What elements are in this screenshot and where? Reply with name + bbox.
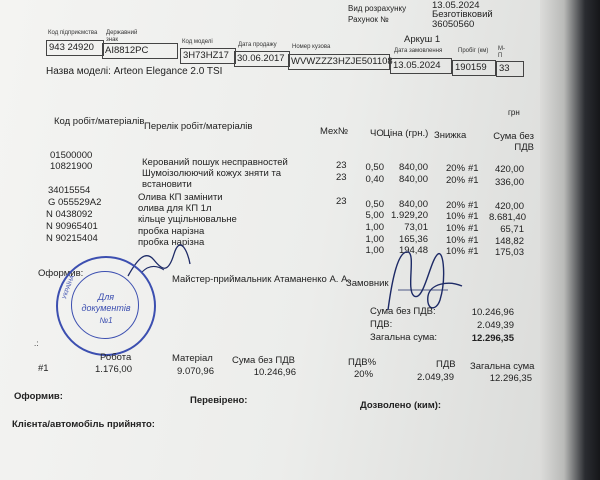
nomer-kuzova-box: WVWZZZ3HZJE501108	[288, 54, 390, 70]
edrpou-label: Код підприємства	[48, 30, 98, 36]
derzh-znak-label: Державний знак	[106, 30, 138, 43]
summary-header-pdv: ПДВ	[436, 359, 456, 370]
summary-header-zahalna: Загальна сума	[470, 361, 535, 372]
summary-zahalna: 12.296,35	[489, 373, 532, 384]
row-kod: 34015554	[48, 185, 91, 196]
kod-modeli-label: Код моделі	[182, 39, 213, 45]
summary-pdv-pct: 20%	[354, 369, 374, 380]
data-zamovlennya-label: Дата замовлення	[394, 48, 443, 54]
row-suma: 65,71	[500, 224, 524, 235]
derzh-znak-box: AI8812PC	[102, 43, 178, 59]
row-num: #1	[468, 246, 479, 257]
row-znyzhka: 20%	[446, 200, 466, 211]
row-cho: 0,50	[365, 162, 384, 173]
row-znyzhka: 10%	[446, 211, 466, 222]
summary-header-suma: Сума без ПДВ	[232, 355, 295, 366]
row-tsina: 1.929,20	[391, 210, 428, 221]
row-suma: 148,82	[494, 236, 524, 247]
paper-stack-edge	[540, 0, 600, 480]
rakhunok-label: Рахунок №	[348, 15, 389, 24]
data-prodazhu-box: 30.06.2017	[234, 51, 290, 67]
row-desc: Шумоізолюючий кожух зняти та	[142, 168, 281, 179]
row-cho: 1,00	[365, 234, 384, 245]
row-desc: встановити	[142, 179, 192, 190]
currency: грн	[508, 108, 520, 117]
row-suma: 336,00	[494, 177, 524, 188]
row-znyzhka: 20%	[446, 175, 466, 186]
row-cho: 1,00	[365, 222, 384, 233]
row-kod: G 055529A2	[48, 197, 102, 208]
row-cho: 0,50	[365, 199, 384, 210]
row-tsina: 165,36	[398, 234, 428, 245]
row-desc: пробка нарізна	[138, 237, 205, 248]
footer-perevireno: Перевірено:	[190, 395, 248, 406]
row-desc: пробка нарізна	[138, 226, 205, 237]
probih-box: 190159	[452, 60, 496, 76]
mp-box: 33	[496, 61, 524, 77]
row-desc: кільце ущільнювальне	[138, 214, 237, 225]
row-mekh: 23	[336, 160, 347, 171]
row-cho: 1,00	[365, 245, 384, 256]
summary-num: #1	[38, 363, 49, 374]
date-top: 13.05.2024	[432, 0, 480, 11]
header-cho: ЧО	[370, 128, 384, 139]
master-label: Майстер-приймальник Атаманенко А. А.	[172, 274, 351, 285]
row-tsina: 840,00	[398, 199, 428, 210]
row-suma: 175,03	[494, 247, 524, 258]
arkush: Аркуш 1	[404, 34, 441, 45]
row-tsina: 840,00	[398, 162, 428, 173]
row-kod: 01500000	[50, 150, 93, 161]
row-kod: N 0438092	[46, 209, 93, 220]
header-znyzhka: Знижка	[434, 130, 467, 141]
header-perelik: Перелік робіт/матеріалів	[144, 121, 253, 132]
row-kod: 10821900	[50, 161, 93, 172]
suma-bez-pdv-value: 10.246,96	[471, 307, 514, 318]
stamp-line3: №1	[99, 316, 113, 325]
row-suma: 420,00	[494, 164, 524, 175]
row-znyzhka: 20%	[446, 163, 466, 174]
suma-bez-pdv-label: Сума без ПДВ:	[370, 306, 436, 317]
row-tsina: 840,00	[398, 174, 428, 185]
vid-rozrakhunku-label: Вид розрахунку	[348, 4, 407, 13]
summary-header-material: Матеріал	[172, 353, 213, 364]
row-cho: 5,00	[365, 210, 384, 221]
footer-dozvoleno: Дозволено (ким):	[360, 400, 442, 411]
stamp-line1: Для	[97, 292, 115, 302]
zamovnyk-label: Замовник	[346, 278, 389, 289]
summary-suma: 10.246,96	[253, 367, 296, 378]
summary-pdv: 2.049,39	[417, 372, 454, 383]
zahalna-label: Загальна сума:	[370, 332, 438, 343]
pdv-value: 2.049,39	[477, 320, 514, 331]
company-stamp	[56, 256, 156, 356]
vid-rozrakhunku-value: Безготівковий	[432, 9, 493, 20]
probih-label: Пробіг (км)	[458, 48, 489, 54]
row-cho: 0,40	[365, 174, 384, 185]
row-num: #1	[468, 163, 479, 174]
header-mekh: Мех№	[320, 126, 349, 137]
row-kod: N 90965401	[46, 221, 98, 232]
footer-kliyenta: Клієнта/автомобіль прийнято:	[12, 419, 155, 430]
pdv-label: ПДВ:	[370, 319, 393, 330]
mp-label: М-П	[498, 46, 505, 59]
row-tsina: 194,48	[398, 245, 428, 256]
row-num: #1	[468, 200, 479, 211]
row-num: #1	[468, 175, 479, 186]
row-znyzhka: 10%	[446, 246, 466, 257]
summary-robota: 1.176,00	[95, 364, 132, 375]
data-prodazhu-label: Дата продажу	[238, 42, 277, 48]
row-suma: 8.681,40	[489, 212, 526, 223]
header-suma: Сума без ПДВ	[493, 131, 534, 153]
row-mekh: 23	[336, 196, 347, 207]
footer-oformyv: Оформив:	[14, 391, 63, 402]
data-zamovlennya-box: 13.05.2024	[390, 58, 452, 74]
row-mekh: 23	[336, 172, 347, 183]
row-num: #1	[468, 235, 479, 246]
row-num: #1	[468, 223, 479, 234]
summary-header-robota: Робота	[100, 352, 132, 363]
edrpou-box: 943 24920	[46, 40, 104, 56]
row-desc: Керований пошук несправностей	[142, 157, 288, 168]
row-suma: 420,00	[494, 201, 524, 212]
bullet-mark: .:	[34, 339, 39, 348]
row-kod: N 90215404	[46, 233, 98, 244]
header-tsina: Ціна (грн.)	[383, 128, 429, 139]
stamp-ring-text: УКРАЇНА	[62, 274, 77, 301]
nomer-kuzova-label: Номер кузова	[292, 44, 331, 50]
summary-material: 9.070,96	[177, 366, 214, 377]
oformyv-signature-label: Оформив:	[38, 268, 84, 279]
row-znyzhka: 10%	[446, 235, 466, 246]
kod-modeli-box: 3H73HZ17	[180, 48, 236, 64]
stamp-line2: документів	[81, 303, 131, 313]
row-znyzhka: 10%	[446, 223, 466, 234]
rakhunok-value: 36050560	[432, 19, 475, 30]
header-kod: Код робіт/матеріалів	[54, 116, 145, 127]
row-desc: олива для КП 1л	[138, 203, 212, 214]
model-line: Назва моделі: Arteon Elegance 2.0 TSI	[46, 66, 223, 77]
zahalna-value: 12.296,35	[471, 333, 514, 344]
summary-header-pdv-pct: ПДВ%	[348, 357, 377, 368]
row-num: #1	[468, 211, 479, 222]
row-desc: Оливa КП замінити	[138, 192, 223, 203]
row-tsina: 73,01	[404, 222, 428, 233]
